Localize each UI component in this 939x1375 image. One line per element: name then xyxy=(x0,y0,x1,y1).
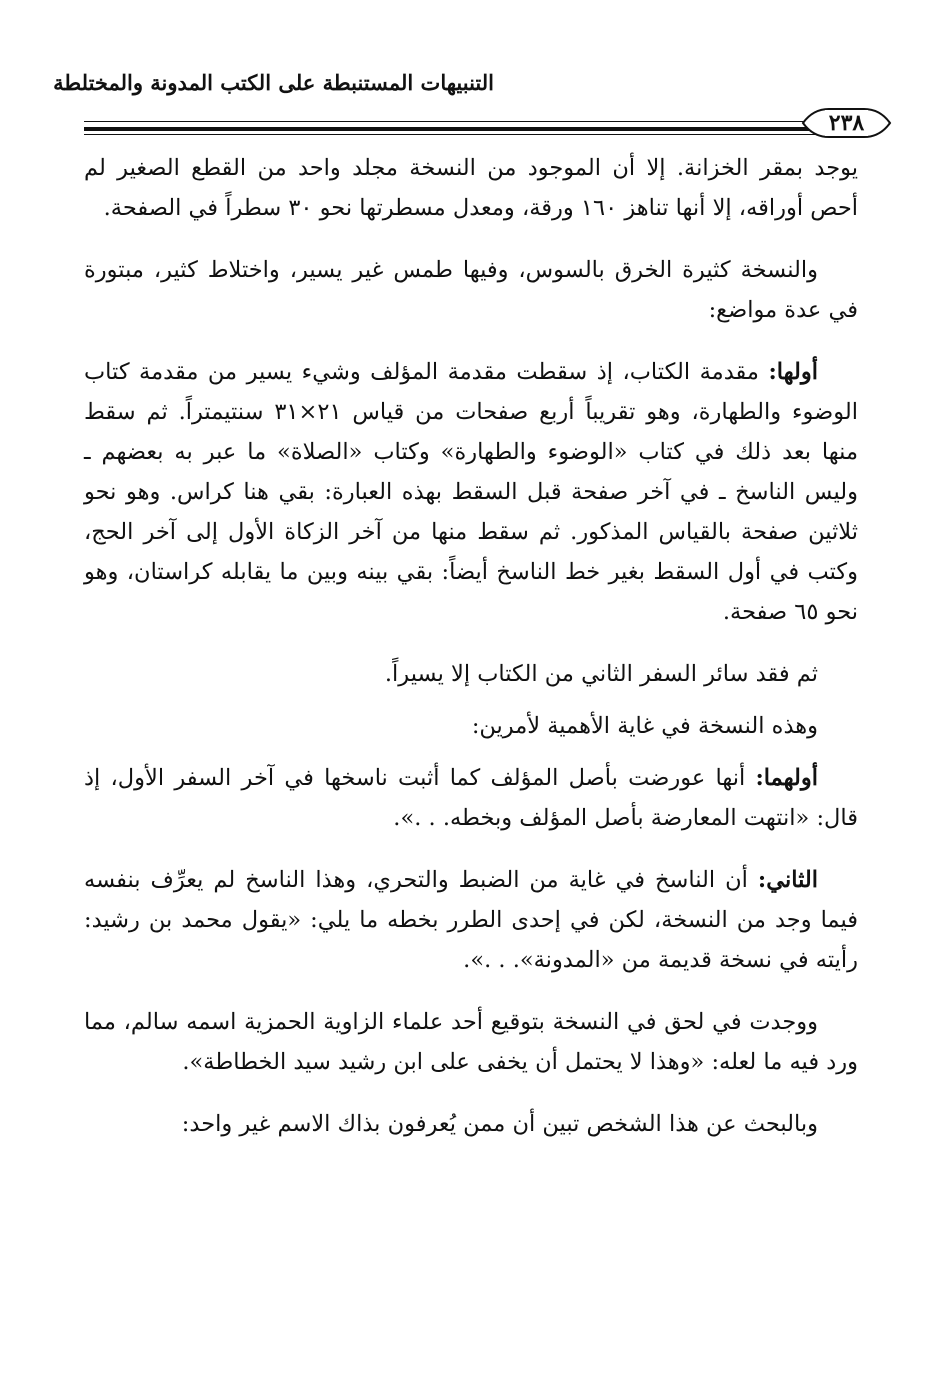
paragraph-2-text: والنسخة كثيرة الخرق بالسوس، وفيها طمس غير يسير، واختلاط كثير، مبتورة في عدة مواضع: xyxy=(84,257,858,323)
paragraph-8-text: ووجدت في لحق في النسخة بتوقيع أحد علماء الزاوية الحمزية اسمه سالم، مما ورد فيه ما لعله: «وهذا لا يحتمل أن يخفى على ابن رشيد سيد الخطاطة». xyxy=(84,1009,858,1075)
header-rule-thick xyxy=(84,127,854,131)
paragraph-3-lead: أولها: xyxy=(768,359,818,385)
paragraph-8 xyxy=(84,1002,858,1082)
running-header-title: التنبيهات المستنبطة على الكتب المدونة والمختلطة xyxy=(53,70,494,95)
page-number-frame xyxy=(799,106,894,140)
paragraph-7-lead: الثاني: xyxy=(757,867,818,893)
paragraph-6 xyxy=(84,758,858,838)
paragraph-4 xyxy=(84,654,858,694)
paragraph-9-text: وبالبحث عن هذا الشخص تبين أن ممن يُعرفون بذاك الاسم غير واحد: xyxy=(181,1111,818,1137)
paragraph-1-text: يوجد بمقر الخزانة. إلا أن الموجود من النسخة مجلد واحد من القطع الصغير لم أحص أوراقه، إلا أنها تناهز ١٦٠ ورقة، ومعدل مسطرتها نحو ٣٠ سطراً في الصفحة. xyxy=(84,155,858,221)
paragraph-6-lead: أولهما: xyxy=(755,765,818,791)
page-number: ٢٣٨ xyxy=(825,110,868,136)
body-text xyxy=(84,148,858,1166)
paragraph-7 xyxy=(84,860,858,980)
paragraph-4-text: ثم فقد سائر السفر الثاني من الكتاب إلا يسيراً. xyxy=(384,661,818,687)
paragraph-5-text: وهذه النسخة في غاية الأهمية لأمرين: xyxy=(471,713,818,739)
paragraph-3-text: مقدمة الكتاب، إذ سقطت مقدمة المؤلف وشيء يسير من مقدمة كتاب الوضوء والطهارة، وهو تقريباً أربع صفحات من قياس ٢١×٣١ سنتيمتراً. ثم سقط منها بعد ذلك في كتاب «الوضوء والطهارة» وكتاب «الصلاة» ما عبر به بعضهم ـ وليس الناسخ ـ في آخر صفحة قبل السقط بهذه العبارة: بقي هنا كراس. وهو نحو ثلاثين صفحة بالقياس المذكور. ثم سقط منها من آخر الزكاة الأول إلى آخر الحج، وكتب في أول السقط بغير خط الناسخ أيضاً: بقي بينه وبين ما يقابله كراستان، وهو نحو ٦٥ صفحة. xyxy=(84,359,858,625)
paragraph-2 xyxy=(84,250,858,330)
paragraph-7-text: أن الناسخ في غاية من الضبط والتحري، وهذا الناسخ لم يعرِّف بنفسه فيما وجد من النسخة، لكن في إحدى الطرر بخطه ما يلي: «يقول محمد بن رشيد: رأيته في نسخة قديمة من «المدونة». . .». xyxy=(84,867,858,973)
paragraph-6-text: أنها عورضت بأصل المؤلف كما أثبت ناسخها في آخر السفر الأول، إذ قال: «انتهت المعارضة بأصل المؤلف وبخطه. . .». xyxy=(84,765,858,831)
paragraph-1 xyxy=(84,148,858,228)
header-rule-bottom xyxy=(84,134,854,135)
paragraph-3 xyxy=(84,352,858,632)
paragraph-9 xyxy=(84,1104,858,1144)
header-rule-top xyxy=(84,121,854,122)
paragraph-5 xyxy=(84,706,858,746)
